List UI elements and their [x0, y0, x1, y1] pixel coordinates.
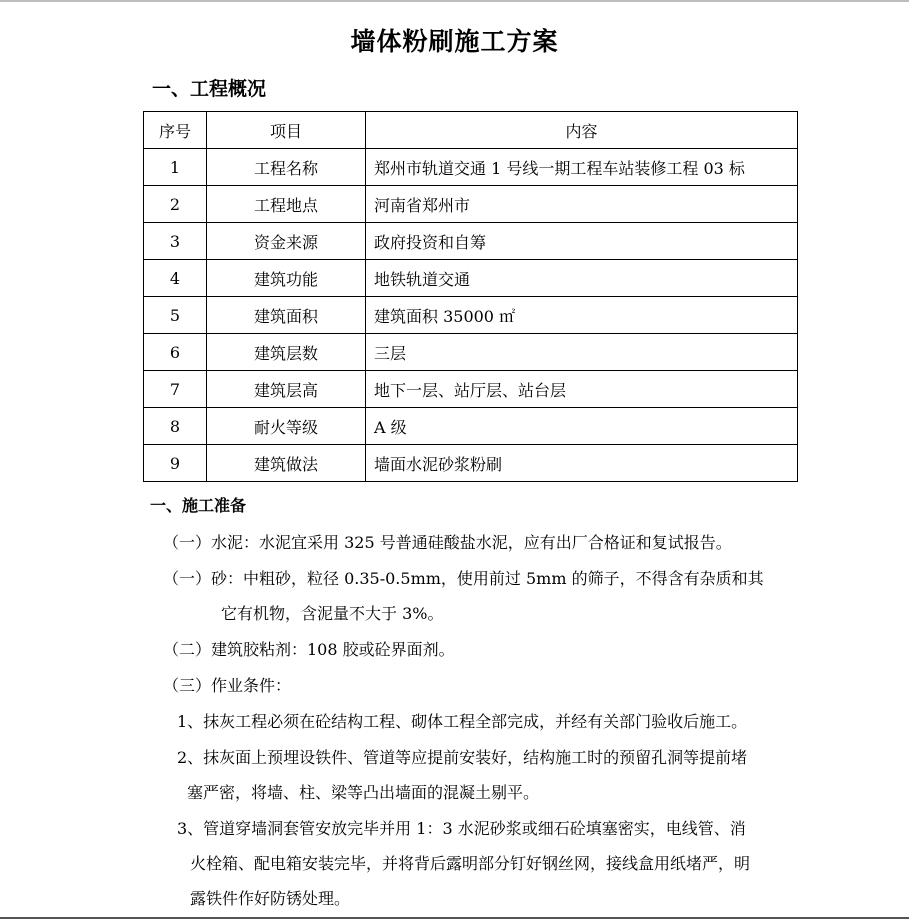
paragraph-condition-2-continued: 塞严密，将墙、柱、梁等凸出墙面的混凝土剔平。	[187, 783, 540, 802]
header-index: 序号	[144, 112, 207, 149]
row-item: 资金来源	[207, 223, 366, 260]
paragraph-condition-3-continued: 火栓箱、配电箱安装完毕，并将背后露明部分钉好钢丝网，接线盒用纸堵严，明	[190, 854, 751, 873]
table-row	[144, 149, 798, 186]
row-content: 建筑面积 35000 ㎡	[366, 297, 798, 334]
header-content: 内容	[366, 112, 798, 149]
row-content: 地下一层、站厅层、站台层	[366, 371, 798, 408]
table-row	[144, 445, 798, 482]
row-item: 建筑做法	[207, 445, 366, 482]
header-item: 项目	[207, 112, 366, 149]
row-index: 2	[144, 186, 207, 223]
row-index: 4	[144, 260, 207, 297]
row-index: 3	[144, 223, 207, 260]
paragraph-adhesive: （二）建筑胶粘剂：108 胶或砼界面剂。	[163, 640, 455, 659]
table-row	[144, 260, 798, 297]
paragraph-cement: （一）水泥：水泥宜采用 325 号普通硅酸盐水泥，应有出厂合格证和复试报告。	[163, 533, 732, 552]
row-item: 工程地点	[207, 186, 366, 223]
row-content: 三层	[366, 334, 798, 371]
bottom-border-line	[0, 917, 909, 919]
table-row	[144, 297, 798, 334]
row-item: 建筑功能	[207, 260, 366, 297]
table-row	[144, 186, 798, 223]
row-index: 5	[144, 297, 207, 334]
table-row	[144, 371, 798, 408]
row-content: 墙面水泥砂浆粉刷	[366, 445, 798, 482]
table-row	[144, 223, 798, 260]
section-heading-overview: 一、工程概况	[152, 78, 267, 100]
row-index: 7	[144, 371, 207, 408]
paragraph-condition-3-end: 露铁件作好防锈处理。	[190, 889, 351, 908]
project-overview-table	[143, 111, 798, 482]
row-index: 9	[144, 445, 207, 482]
row-content: 河南省郑州市	[366, 186, 798, 223]
section-heading-preparation: 一、施工准备	[150, 496, 247, 515]
row-item: 建筑面积	[207, 297, 366, 334]
table-header-row	[144, 112, 798, 149]
paragraph-sand: （一）砂：中粗砂，粒径 0.35-0.5mm，使用前过 5mm 的筛子，不得含有杂质和其	[163, 569, 764, 588]
row-content: 政府投资和自筹	[366, 223, 798, 260]
table-row	[144, 334, 798, 371]
document-title: 墙体粉刷施工方案	[350, 27, 559, 56]
paragraph-sand-continued: 它有机物，含泥量不大于 3%。	[221, 604, 444, 623]
paragraph-work-conditions: （三）作业条件：	[163, 676, 292, 695]
table-row	[144, 408, 798, 445]
row-item: 工程名称	[207, 149, 366, 186]
paragraph-condition-3: 3、管道穿墙洞套管安放完毕并用 1：3 水泥砂浆或细石砼填塞密实，电线管、消	[177, 819, 746, 838]
paragraph-condition-1: 1、抹灰工程必须在砼结构工程、砌体工程全部完成，并经有关部门验收后施工。	[177, 712, 748, 731]
row-index: 8	[144, 408, 207, 445]
row-index: 1	[144, 149, 207, 186]
row-item: 建筑层高	[207, 371, 366, 408]
row-index: 6	[144, 334, 207, 371]
row-content: 郑州市轨道交通 1 号线一期工程车站装修工程 03 标	[366, 149, 798, 186]
row-content: A 级	[366, 408, 798, 445]
paragraph-condition-2: 2、抹灰面上预埋设铁件、管道等应提前安装好，结构施工时的预留孔洞等提前堵	[177, 748, 748, 767]
top-border-line	[0, 0, 909, 2]
row-item: 耐火等级	[207, 408, 366, 445]
row-item: 建筑层数	[207, 334, 366, 371]
row-content: 地铁轨道交通	[366, 260, 798, 297]
